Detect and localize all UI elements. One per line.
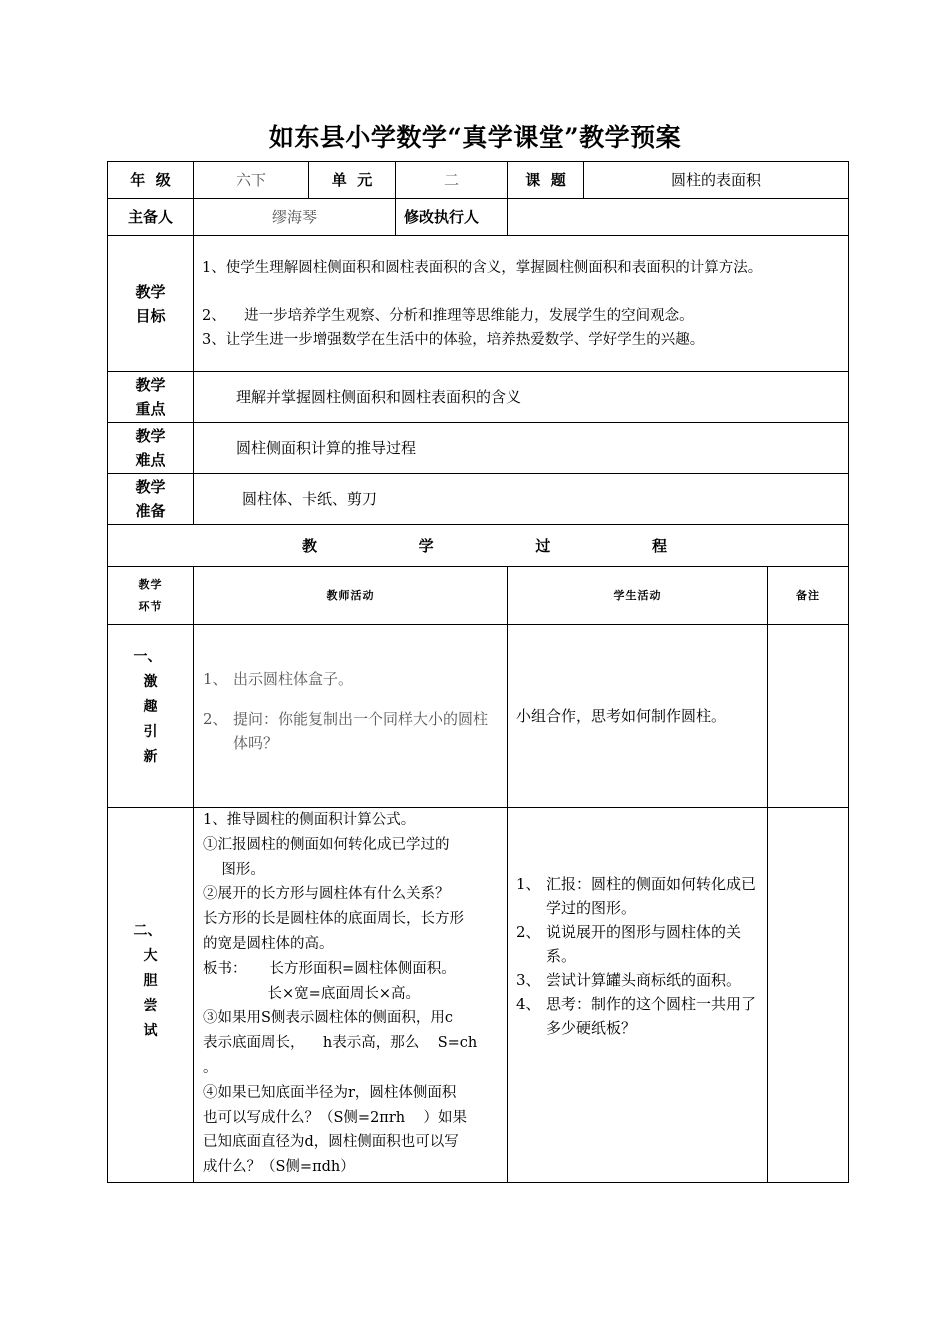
section-2-teacher-lines	[203, 808, 501, 1180]
teacher-line: ②展开的长方形与圆柱体有什么关系？	[203, 886, 450, 903]
item-number: 3、	[516, 971, 541, 989]
unit-value: 二	[396, 162, 508, 199]
difficulties-label	[108, 423, 194, 474]
difficulties-row	[108, 423, 849, 474]
section-2-teacher	[194, 808, 508, 1183]
teacher-line: 1、推导圆柱的侧面积计算公式。	[203, 812, 416, 828]
preparer-label: 主备人	[108, 199, 194, 236]
section-2-student-item	[516, 968, 759, 992]
section-2-row	[108, 808, 849, 1183]
teacher-line: 成什么？（S侧=πdh）	[203, 1159, 355, 1176]
item-number: 4、	[516, 995, 541, 1013]
preparation-row	[108, 474, 849, 525]
col-stage-line-2: 环节	[138, 599, 163, 613]
preparation-text: 圆柱体、卡纸、剪刀	[194, 474, 849, 525]
preparation-label-line-2: 准备	[135, 502, 166, 520]
process-banner-char-2: 学	[418, 536, 434, 555]
process-banner-row	[108, 525, 849, 567]
item-number: 1、	[203, 670, 228, 688]
topic-label: 课 题	[508, 162, 584, 199]
teacher-line: 表示底面周长， h表示高，那么 S=ch	[203, 1035, 478, 1052]
lesson-plan-table	[107, 161, 849, 1183]
process-banner-char-3: 过	[535, 536, 551, 555]
goals-content	[194, 236, 849, 372]
section-1-label-part-4: 引	[143, 723, 158, 740]
teacher-line: 也可以写成什么？（S侧=2πrh ）如果	[203, 1109, 468, 1126]
item-number: 2、	[203, 710, 228, 728]
col-student-header: 学生活动	[508, 567, 768, 625]
item-number: 2、	[516, 923, 541, 941]
grade-label: 年 级	[108, 162, 194, 199]
section-1-label-part-1: 一、	[133, 648, 162, 665]
section-1-label-part-3: 趣	[143, 698, 158, 715]
goals-label-line-1: 教学	[135, 282, 166, 301]
item-text: 提问：你能复制出一个同样大小的圆柱体吗？	[233, 710, 489, 752]
section-2-label	[108, 808, 194, 1183]
section-1-teacher-item	[203, 707, 501, 755]
header-row-preparer	[108, 199, 849, 236]
key-points-text: 理解并掌握圆柱侧面积和圆柱表面积的含义	[194, 372, 849, 423]
section-2-label-part-3: 胆	[143, 972, 158, 989]
preparation-label	[108, 474, 194, 525]
item-text: 出示圆柱体盒子。	[233, 670, 354, 688]
reviser-value	[508, 199, 849, 236]
key-points-label	[108, 372, 194, 423]
section-1-note	[768, 625, 849, 808]
goals-label-line-2: 目标	[135, 306, 166, 325]
col-teacher-header: 教师活动	[194, 567, 508, 625]
section-1-teacher	[194, 625, 508, 808]
teacher-line: 图形。	[203, 861, 265, 878]
item-number: 1、	[516, 875, 541, 893]
key-points-label-line-1: 教学	[135, 376, 166, 394]
teacher-line: 的宽是圆柱体的高。	[203, 935, 334, 952]
section-1-label-part-2: 激	[143, 673, 158, 690]
section-1-label	[108, 625, 194, 808]
section-2-student-item	[516, 992, 759, 1040]
reviser-label: 修改执行人	[396, 199, 508, 236]
section-2-label-part-5: 试	[143, 1022, 158, 1039]
grade-value: 六下	[194, 162, 309, 199]
key-points-row	[108, 372, 849, 423]
teacher-line: ①汇报圆柱的侧面如何转化成已学过的	[203, 836, 450, 853]
section-2-label-part-1: 二、	[133, 922, 162, 939]
teacher-line: ③如果用S侧表示圆柱体的侧面积，用c	[203, 1010, 454, 1027]
col-stage-header	[108, 567, 194, 625]
goals-label	[108, 236, 194, 372]
process-banner-char-1: 教	[302, 536, 318, 555]
teacher-line: 长方形的长是圆柱体的底面周长，长方形	[203, 911, 464, 928]
section-1-teacher-item	[203, 667, 501, 691]
difficulties-text: 圆柱侧面积计算的推导过程	[194, 423, 849, 474]
teacher-line: ④如果已知底面半径为r，圆柱体侧面积	[203, 1084, 457, 1101]
section-2-label-part-2: 大	[143, 947, 158, 964]
section-2-student-item	[516, 872, 759, 920]
section-2-note	[768, 808, 849, 1183]
teacher-line: 长×宽=底面周长×高。	[203, 985, 420, 1002]
preparer-value: 缪海琴	[194, 199, 396, 236]
process-banner	[108, 525, 849, 567]
goal-item-1: 1、使学生理解圆柱侧面积和圆柱表面积的含义，掌握圆柱侧面积和表面积的计算方法。	[202, 259, 763, 276]
key-points-label-line-2: 重点	[135, 400, 166, 418]
unit-label: 单 元	[309, 162, 396, 199]
goal-item-2: 2、 进一步培养学生观察、分析和推理等思维能力，发展学生的空间观念。	[202, 307, 694, 324]
item-text: 汇报：圆柱的侧面如何转化成已学过的图形。	[546, 875, 757, 917]
section-1-label-part-5: 新	[143, 748, 158, 765]
page-title: 如东县小学数学“真学课堂”教学预案	[268, 123, 682, 152]
topic-value: 圆柱的表面积	[584, 162, 849, 199]
teacher-line: 已知底面直径为d，圆柱侧面积也可以写	[203, 1134, 459, 1151]
preparation-label-line-1: 教学	[135, 478, 166, 496]
difficulties-label-line-2: 难点	[135, 451, 166, 469]
item-text: 说说展开的图形与圆柱体的关系。	[546, 923, 742, 965]
col-stage-line-1: 教学	[138, 577, 163, 591]
process-header-row	[108, 567, 849, 625]
process-banner-char-4: 程	[651, 536, 667, 555]
difficulties-label-line-1: 教学	[135, 427, 166, 445]
section-1-student: 小组合作，思考如何制作圆柱。	[508, 625, 768, 808]
goals-row	[108, 236, 849, 372]
teacher-line: 。	[203, 1059, 218, 1076]
item-text: 思考：制作的这个圆柱一共用了多少硬纸板？	[546, 995, 757, 1037]
item-text: 尝试计算罐头商标纸的面积。	[546, 971, 742, 989]
teacher-line: 板书： 长方形面积=圆柱体侧面积。	[203, 960, 456, 977]
section-2-label-part-4: 尝	[143, 997, 158, 1014]
header-row-grade	[108, 162, 849, 199]
col-note-header: 备注	[768, 567, 849, 625]
section-2-student	[508, 808, 768, 1183]
section-1-row	[108, 625, 849, 808]
goal-item-3: 3、让学生进一步增强数学在生活中的体验，培养热爱数学、学好学生的兴趣。	[202, 331, 705, 348]
section-2-student-item	[516, 920, 759, 968]
